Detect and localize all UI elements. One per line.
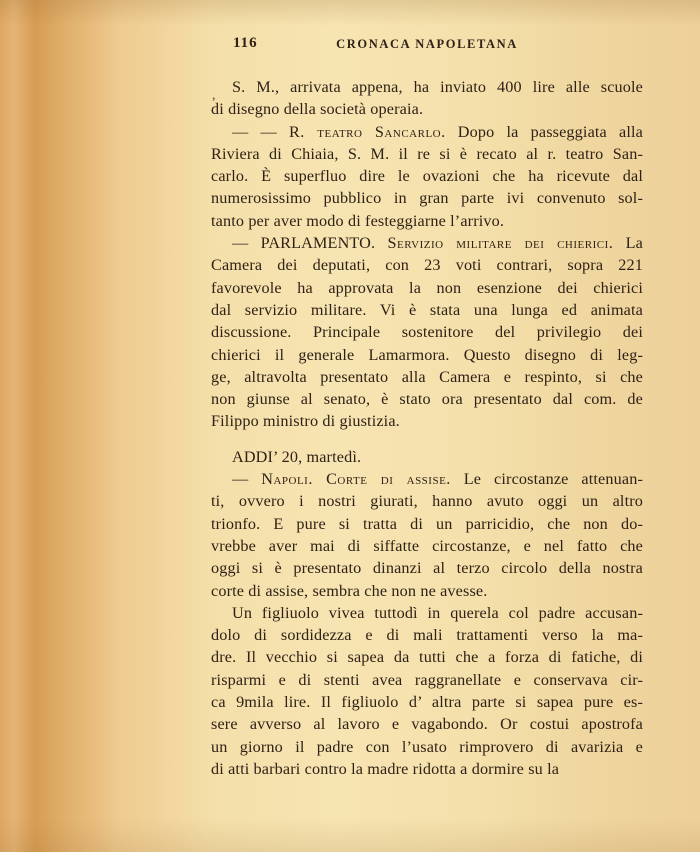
text-line [211, 410, 643, 432]
paragraph-figliuolo [211, 602, 643, 780]
text-line [211, 624, 643, 646]
text-segment: La [613, 234, 643, 253]
text-line [211, 580, 643, 602]
page-number: 116 [233, 35, 258, 51]
text-segment: Filippo ministro di giustizia. [211, 412, 400, 431]
text-line [211, 490, 643, 512]
text-segment: Dopo la passeggiata alla [445, 122, 643, 141]
text-segment: vrebbe aver mai di siffatte circostanze, e nel fatto che [211, 536, 643, 555]
text-segment: oggi si è presentato dinanzi al terzo circolo della nostra [211, 559, 643, 578]
text-line [211, 98, 643, 120]
text-segment: discussione. Principale sostenitore del privilegio dei [211, 323, 643, 342]
date-heading [211, 446, 643, 468]
text-line [211, 121, 643, 143]
paragraph-teatro-sancarlo [211, 121, 643, 232]
text-segment: Un figliuolo vivea tuttodì in querela col padre accusan- [232, 603, 643, 622]
text-segment: S. M., arrivata appena, ha inviato 400 lire alle scuole [232, 78, 643, 96]
text-segment: carlo. È superfluo dire le ovazioni che ha ricevute dal [211, 167, 643, 186]
text-line [211, 646, 643, 668]
page-header [211, 35, 643, 55]
text-line [211, 299, 643, 321]
text-line [211, 321, 643, 343]
text-line [211, 187, 643, 209]
text-line [211, 736, 643, 758]
text-segment: di atti barbari contro la madre ridotta a dormire su la [211, 759, 560, 778]
smallcaps-segment: R. teatro Sancarlo. [288, 122, 446, 141]
text-segment: non giunse al senato, è stato ora presentato dal com. de [211, 390, 643, 409]
text-segment: dal servizio militare. Vi è stata una lunga ed animata [211, 300, 643, 319]
text-line [211, 366, 643, 388]
text-segment: corte di assise, sembra che non ne avesse. [211, 581, 488, 600]
text-block [211, 76, 643, 780]
text-segment: dolo di sordidezza e di mali trattamenti verso la ma- [211, 626, 643, 645]
text-segment: favorevole ha approvata la non esenzione dei chierici [211, 278, 643, 297]
text-segment: risparmi e di stenti avea raggranellate e conservava cir- [211, 670, 643, 689]
text-line [211, 143, 643, 165]
text-segment: trionfo. E pure si tratta di un parricidio, che non do- [211, 514, 643, 533]
text-line [211, 446, 643, 468]
text-segment: dre. Il vecchio si sapea da tutti che a forza di fatiche, di [211, 648, 643, 667]
text-line [211, 513, 643, 535]
text-line [211, 344, 643, 366]
paragraph-parlamento [211, 232, 643, 433]
text-segment: — PARLAMENTO. [232, 234, 388, 253]
smallcaps-segment: Napoli. Corte di assise. [261, 470, 451, 489]
text-line [211, 535, 643, 557]
text-line [211, 602, 643, 624]
text-segment: sere avverso al lavoro e vagabondo. Or costui apostrofa [211, 715, 643, 734]
text-line [211, 254, 643, 276]
text-segment: ti, ovvero i nostri giurati, hanno avuto oggi un altro [211, 492, 643, 511]
text-line [211, 232, 643, 254]
text-line [211, 758, 643, 780]
text-line [211, 468, 643, 490]
text-segment: ADDI’ 20, martedì. [232, 447, 362, 466]
text-line [211, 388, 643, 410]
text-segment: un giorno il padre con l’usato rimprovero di avarizia e [211, 737, 643, 756]
text-segment: — — [232, 122, 289, 141]
text-segment: Riviera di Chiaia, S. M. il re si è recato al r. teatro San- [211, 144, 643, 163]
text-line [211, 691, 643, 713]
text-line [211, 669, 643, 691]
text-line [211, 210, 643, 232]
text-segment: — [232, 470, 262, 489]
text-segment: Le circostanze attenuan- [450, 470, 643, 489]
text-segment: chierici il generale Lamarmora. Questo disegno di leg- [211, 345, 643, 364]
smallcaps-segment: Servizio militare dei chierici. [387, 234, 614, 253]
paragraph-corte-di-assise [211, 468, 643, 602]
text-line [211, 165, 643, 187]
text-line [211, 76, 643, 98]
text-line [211, 557, 643, 579]
text-line [211, 713, 643, 735]
text-segment: numerosissimo pubblico in gran parte ivi convenuto sol- [211, 189, 643, 208]
running-title: CRONACA NAPOLETANA [336, 37, 518, 51]
paragraph-royal-donation [211, 76, 643, 121]
text-segment: di disegno della società operaia. [211, 100, 424, 119]
text-segment: ge, altravolta presentato alla Camera e respinto, si che [211, 367, 643, 386]
text-segment: Camera dei deputati, con 23 voti contrari, sopra 221 [211, 256, 643, 275]
text-line [211, 277, 643, 299]
stray-ink-mark: , [212, 88, 216, 103]
text-segment: ca 9mila lire. Il figliuolo d’ altra parte si sapea pure es- [211, 693, 643, 712]
text-segment: tanto per aver modo di festeggiarne l’arrivo. [211, 211, 505, 230]
